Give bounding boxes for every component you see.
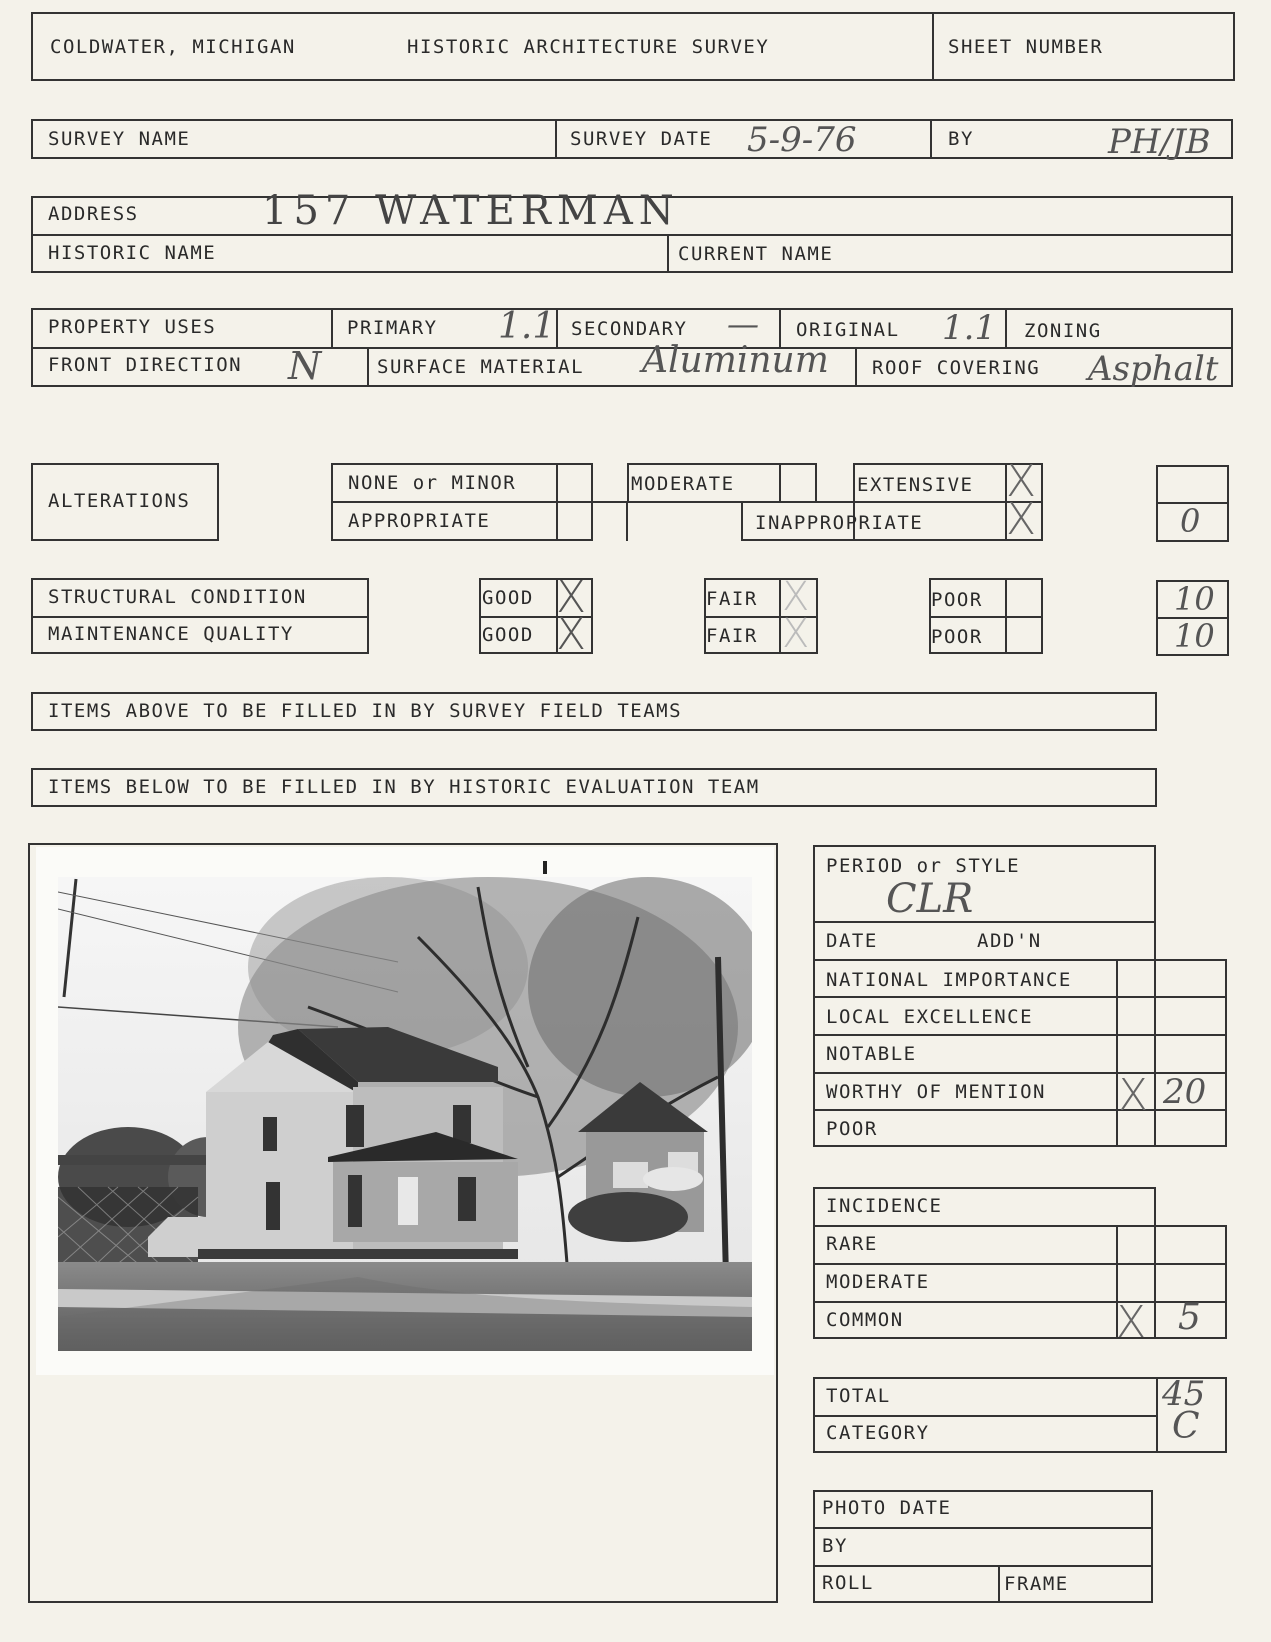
moderate-label: MODERATE — [631, 473, 735, 495]
addn-label: ADD'N — [977, 930, 1042, 952]
inappropriate-checkmark: X — [1006, 494, 1037, 545]
survey-title: HISTORIC ARCHITECTURE SURVEY — [407, 36, 770, 58]
rare-label: RARE — [826, 1233, 878, 1255]
header-divider — [932, 12, 934, 81]
period-style-value: CLR — [886, 876, 974, 922]
common-checkmark: X — [1116, 1297, 1147, 1348]
maintenance-score: 10 — [1174, 617, 1215, 655]
address-value: 157 WATERMAN — [262, 188, 680, 234]
moderate-check-divider — [779, 463, 781, 503]
name-divider — [667, 234, 669, 273]
structural-fair-checkmark: X — [782, 574, 810, 620]
sheet-number-label: SHEET NUMBER — [948, 36, 1104, 58]
alterations-divider-left — [331, 501, 627, 503]
worthy-of-mention-label: WORTHY OF MENTION — [826, 1081, 1046, 1103]
secondary-value: — — [727, 305, 759, 343]
fair-check-divider — [779, 578, 781, 654]
secondary-label: SECONDARY — [571, 318, 688, 340]
address-label: ADDRESS — [48, 203, 139, 225]
roll-label: ROLL — [822, 1572, 874, 1594]
date-label: DATE — [826, 930, 878, 952]
incidence-label: INCIDENCE — [826, 1195, 943, 1217]
period-style-label: PERIOD or STYLE — [826, 855, 1021, 877]
surface-material-label: SURFACE MATERIAL — [377, 356, 585, 378]
roll-frame-divider — [998, 1565, 1000, 1603]
worthy-checkmark: X — [1118, 1070, 1149, 1121]
incidence-divider-3 — [813, 1301, 1227, 1303]
totals-divider — [813, 1415, 1156, 1417]
house-photograph — [58, 877, 752, 1351]
survey-divider-1 — [555, 119, 557, 159]
national-importance-label: NATIONAL IMPORTANCE — [826, 969, 1072, 991]
category-value: C — [1172, 1406, 1200, 1447]
inappropriate-label: INAPPROPRIATE — [755, 512, 924, 534]
worthy-score: 20 — [1163, 1072, 1207, 1112]
photo-date-label: PHOTO DATE — [822, 1497, 952, 1519]
totals-value-divider — [1156, 1377, 1158, 1453]
maintenance-quality-label: MAINTENANCE QUALITY — [48, 623, 294, 645]
field-teams-note: ITEMS ABOVE TO BE FILLED IN BY SURVEY FIELD TEAMS — [48, 700, 683, 722]
evaluation-team-note: ITEMS BELOW TO BE FILLED IN BY HISTORIC EVALUATION TEAM — [48, 776, 760, 798]
city-label: COLDWATER, MICHIGAN — [50, 36, 296, 58]
total-value: 45 — [1162, 1374, 1206, 1414]
roof-covering-label: ROOF COVERING — [872, 357, 1041, 379]
extensive-checkmark: X — [1006, 456, 1037, 507]
structural-score: 10 — [1174, 580, 1215, 618]
property-uses-label: PROPERTY USES — [48, 316, 217, 338]
structural-poor-label: POOR — [931, 589, 983, 611]
appropriate-check-edge — [626, 501, 628, 541]
survey-divider-2 — [930, 119, 932, 159]
structural-good-label: GOOD — [482, 587, 534, 609]
structural-condition-label: STRUCTURAL CONDITION — [48, 586, 307, 608]
poor-check-divider — [1005, 578, 1007, 654]
survey-date-value: 5-9-76 — [747, 120, 857, 160]
incidence-divider-1 — [813, 1225, 1156, 1227]
structural-good-checkmark: X — [556, 572, 587, 623]
property-vline-2 — [556, 308, 558, 347]
maintenance-fair-checkmark: X — [782, 611, 810, 657]
photo-info-divider-1 — [813, 1527, 1153, 1529]
photo-info-divider-2 — [813, 1565, 1153, 1567]
category-label: CATEGORY — [826, 1422, 930, 1444]
importance-divider-2 — [813, 1034, 1227, 1036]
total-label: TOTAL — [826, 1385, 891, 1407]
appropriate-label: APPROPRIATE — [348, 510, 491, 532]
maintenance-good-checkmark: X — [556, 609, 587, 660]
local-excellence-label: LOCAL EXCELLENCE — [826, 1006, 1034, 1028]
structural-fair-label: FAIR — [706, 588, 758, 610]
poor-label: POOR — [826, 1118, 878, 1140]
original-label: ORIGINAL — [796, 319, 900, 341]
mount-mark — [543, 861, 547, 874]
frame-label: FRAME — [1004, 1573, 1069, 1595]
property-vline-1 — [331, 308, 333, 347]
original-value: 1.1 — [942, 308, 997, 348]
common-label: COMMON — [826, 1309, 904, 1331]
maintenance-good-label: GOOD — [482, 624, 534, 646]
primary-label: PRIMARY — [347, 317, 438, 339]
extensive-label: EXTENSIVE — [857, 474, 974, 496]
moderate-incidence-label: MODERATE — [826, 1271, 930, 1293]
incidence-divider-2 — [813, 1263, 1227, 1265]
period-divider — [813, 921, 1156, 923]
none-minor-check-divider — [556, 463, 558, 541]
poor-divider — [929, 616, 1043, 618]
maintenance-fair-label: FAIR — [706, 625, 758, 647]
property-vline-4 — [1005, 308, 1007, 347]
front-direction-label: FRONT DIRECTION — [48, 354, 243, 376]
importance-divider-1 — [813, 996, 1227, 998]
zoning-label: ZONING — [1024, 320, 1102, 342]
survey-name-label: SURVEY NAME — [48, 128, 191, 150]
alterations-label: ALTERATIONS — [48, 490, 191, 512]
surface-material-value: Aluminum — [642, 340, 829, 381]
property-vline-6 — [855, 347, 857, 387]
front-direction-value: N — [288, 344, 322, 388]
condition-label-divider — [31, 616, 369, 618]
property-divider — [31, 347, 1233, 349]
alterations-score: 0 — [1180, 502, 1201, 540]
roof-covering-value: Asphalt — [1088, 349, 1219, 389]
historic-name-label: HISTORIC NAME — [48, 242, 217, 264]
address-divider — [31, 234, 1233, 236]
notable-label: NOTABLE — [826, 1043, 917, 1065]
primary-value: 1.1 — [498, 306, 556, 347]
none-minor-label: NONE or MINOR — [348, 472, 517, 494]
property-vline-5 — [367, 347, 369, 387]
by-label: BY — [948, 128, 974, 150]
maintenance-poor-label: POOR — [931, 626, 983, 648]
survey-date-label: SURVEY DATE — [570, 128, 713, 150]
by-value: PH/JB — [1108, 122, 1211, 162]
current-name-label: CURRENT NAME — [678, 243, 834, 265]
photo-by-label: BY — [822, 1535, 848, 1557]
common-score: 5 — [1178, 1297, 1201, 1338]
